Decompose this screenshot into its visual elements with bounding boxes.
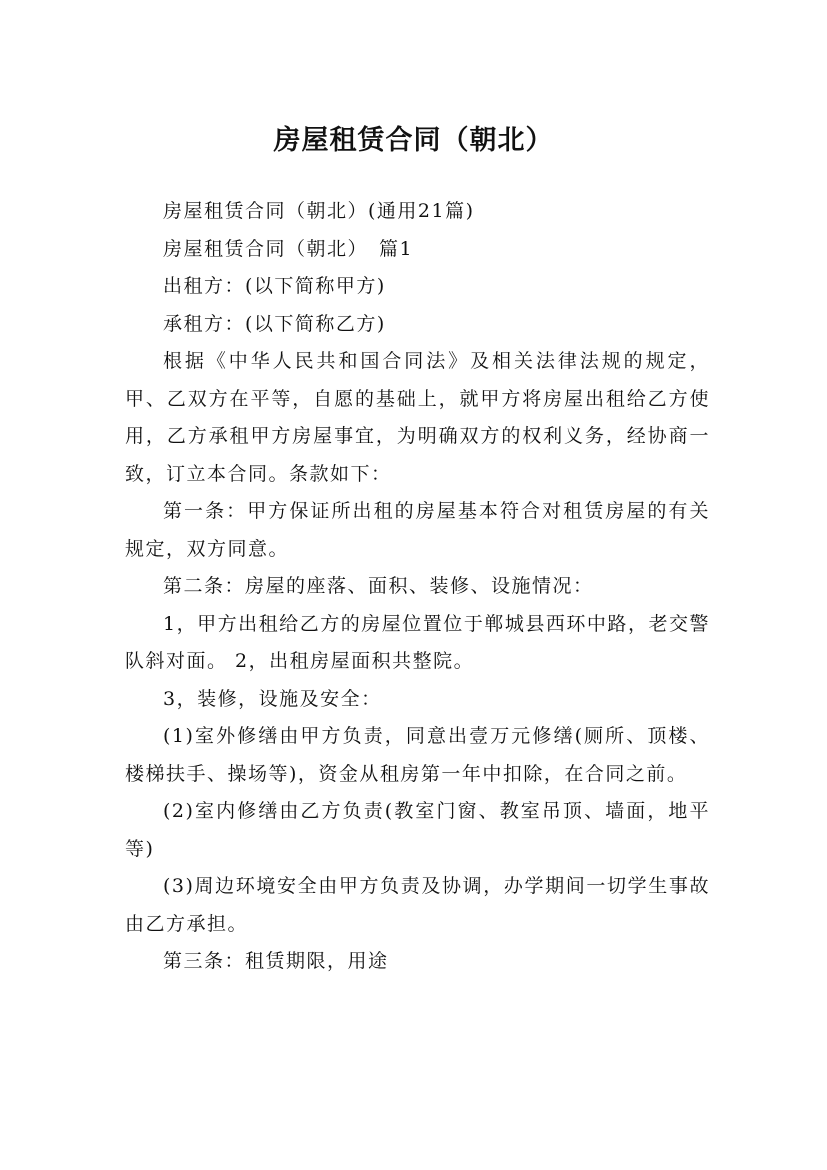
paragraph: 3，装修，设施及安全： (163, 687, 382, 710)
paragraph: 承租方：(以下简称乙方) (163, 312, 386, 335)
paragraph: (2)室内修缮由乙方负责(教室门窗、教室吊顶、墙面，地平等) (125, 800, 710, 860)
paragraph: 1，甲方出租给乙方的房屋位置位于郸城县西环中路，老交警队斜对面。 2，出租房屋面积共整院。 (125, 612, 710, 672)
paragraph: (1)室外修缮由甲方负责，同意出壹万元修缮(厕所、顶楼、楼梯扶手、操场等)，资金从租房第一年中扣除，在合同之前。 (125, 725, 710, 785)
paragraph: 第三条：租赁期限，用途 (163, 950, 389, 972)
paragraph: 房屋租赁合同（朝北）(通用21篇) (163, 200, 475, 222)
paragraph: 房屋租赁合同（朝北） 篇1 (163, 237, 414, 260)
document-body (125, 193, 710, 981)
paragraph: 第二条：房屋的座落、面积、装修、设施情况： (163, 575, 594, 597)
paragraph: 根据《中华人民共和国合同法》及相关法律法规的规定，甲、乙双方在平等，自愿的基础上，就甲方将房屋出租给乙方使用，乙方承租甲方房屋事宜，为明确双方的权利义务，经协商一致，订立本合同。条款如下： (125, 350, 710, 485)
paragraph: 出租方：(以下简称甲方) (163, 275, 386, 297)
paragraph: 第一条：甲方保证所出租的房屋基本符合对租赁房屋的有关规定，双方同意。 (125, 500, 710, 560)
paragraph: (3)周边环境安全由甲方负责及协调，办学期间一切学生事故由乙方承担。 (125, 875, 710, 935)
document-title: 房屋租赁合同（朝北） (273, 125, 554, 157)
